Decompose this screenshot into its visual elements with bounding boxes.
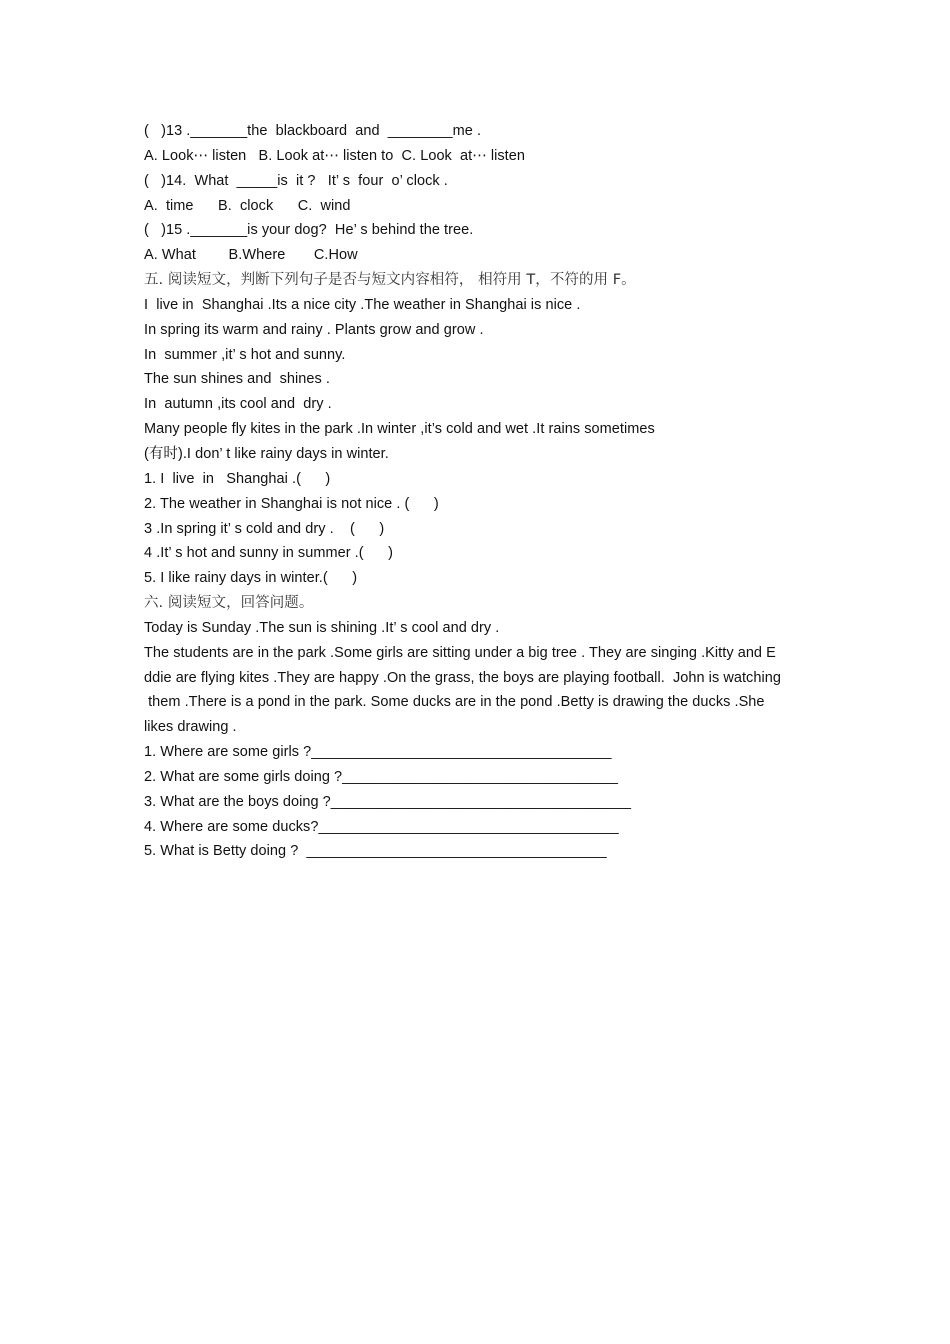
question-15-options: A. What B.Where C.How bbox=[144, 247, 358, 264]
section-6-passage bbox=[144, 616, 824, 740]
question-14: ( )14. What _____is it ? It’ s four o’ clock . bbox=[144, 172, 448, 189]
section-6-heading: 六. 阅读短文，回答问题。 bbox=[144, 595, 314, 612]
passage-line: The students are in the park .Some girls are sitting under a big tree . They are singing .Kitty and E bbox=[144, 644, 776, 661]
worksheet-page bbox=[144, 119, 824, 864]
passage-line: The sun shines and shines . bbox=[144, 371, 330, 388]
section-5-passage bbox=[144, 293, 824, 467]
section-5-statements bbox=[144, 467, 824, 591]
passage-line: I live in Shanghai .Its a nice city .The weather in Shanghai is nice . bbox=[144, 296, 581, 313]
passage-line: Many people fly kites in the park .In winter ,it’s cold and wet .It rains sometimes bbox=[144, 421, 655, 438]
section-6-questions bbox=[144, 740, 824, 864]
answer-question: 2. What are some girls doing ?__________________________________ bbox=[144, 768, 619, 785]
passage-line: likes drawing . bbox=[144, 719, 237, 736]
true-false-statement: 1. I live in Shanghai .( ) bbox=[144, 470, 331, 487]
question-14-options: A. time B. clock C. wind bbox=[144, 197, 351, 214]
question-13: ( )13 ._______the blackboard and ________me . bbox=[144, 123, 482, 139]
true-false-statement: 4 .It’ s hot and sunny in summer .( ) bbox=[144, 545, 393, 562]
true-false-statement: 5. I like rainy days in winter.( ) bbox=[144, 570, 358, 587]
passage-line: In spring its warm and rainy . Plants grow and grow . bbox=[144, 321, 484, 338]
true-false-statement: 2. The weather in Shanghai is not nice . ( ) bbox=[144, 495, 439, 512]
passage-line: Today is Sunday .The sun is shining .It’ s cool and dry . bbox=[144, 619, 500, 636]
passage-line: In summer ,it’ s hot and sunny. bbox=[144, 346, 346, 363]
answer-question: 3. What are the boys doing ?_____________________________________ bbox=[144, 793, 632, 810]
true-false-statement: 3 .In spring it’ s cold and dry . ( ) bbox=[144, 520, 385, 537]
passage-line: ddie are flying kites .They are happy .On the grass, the boys are playing football. John is watching bbox=[144, 669, 781, 686]
question-13-options: A. Look⋯ listen B. Look at⋯ listen to C. Look at⋯ listen bbox=[144, 147, 525, 164]
answer-question: 5. What is Betty doing ? _____________________________________ bbox=[144, 843, 607, 860]
answer-question: 1. Where are some girls ?_____________________________________ bbox=[144, 744, 612, 761]
section-5-heading: 五. 阅读短文，判断下列句子是否与短文内容相符， 相符用 T，不符的用 F。 bbox=[144, 272, 636, 289]
passage-line: In autumn ,its cool and dry . bbox=[144, 396, 332, 413]
passage-line: (有时).I don’ t like rainy days in winter. bbox=[144, 445, 389, 462]
question-15: ( )15 ._______is your dog? He’ s behind the tree. bbox=[144, 222, 474, 239]
passage-line: them .There is a pond in the park. Some ducks are in the pond .Betty is drawing the ducks .She bbox=[144, 694, 765, 711]
answer-question: 4. Where are some ducks?_____________________________________ bbox=[144, 818, 619, 835]
